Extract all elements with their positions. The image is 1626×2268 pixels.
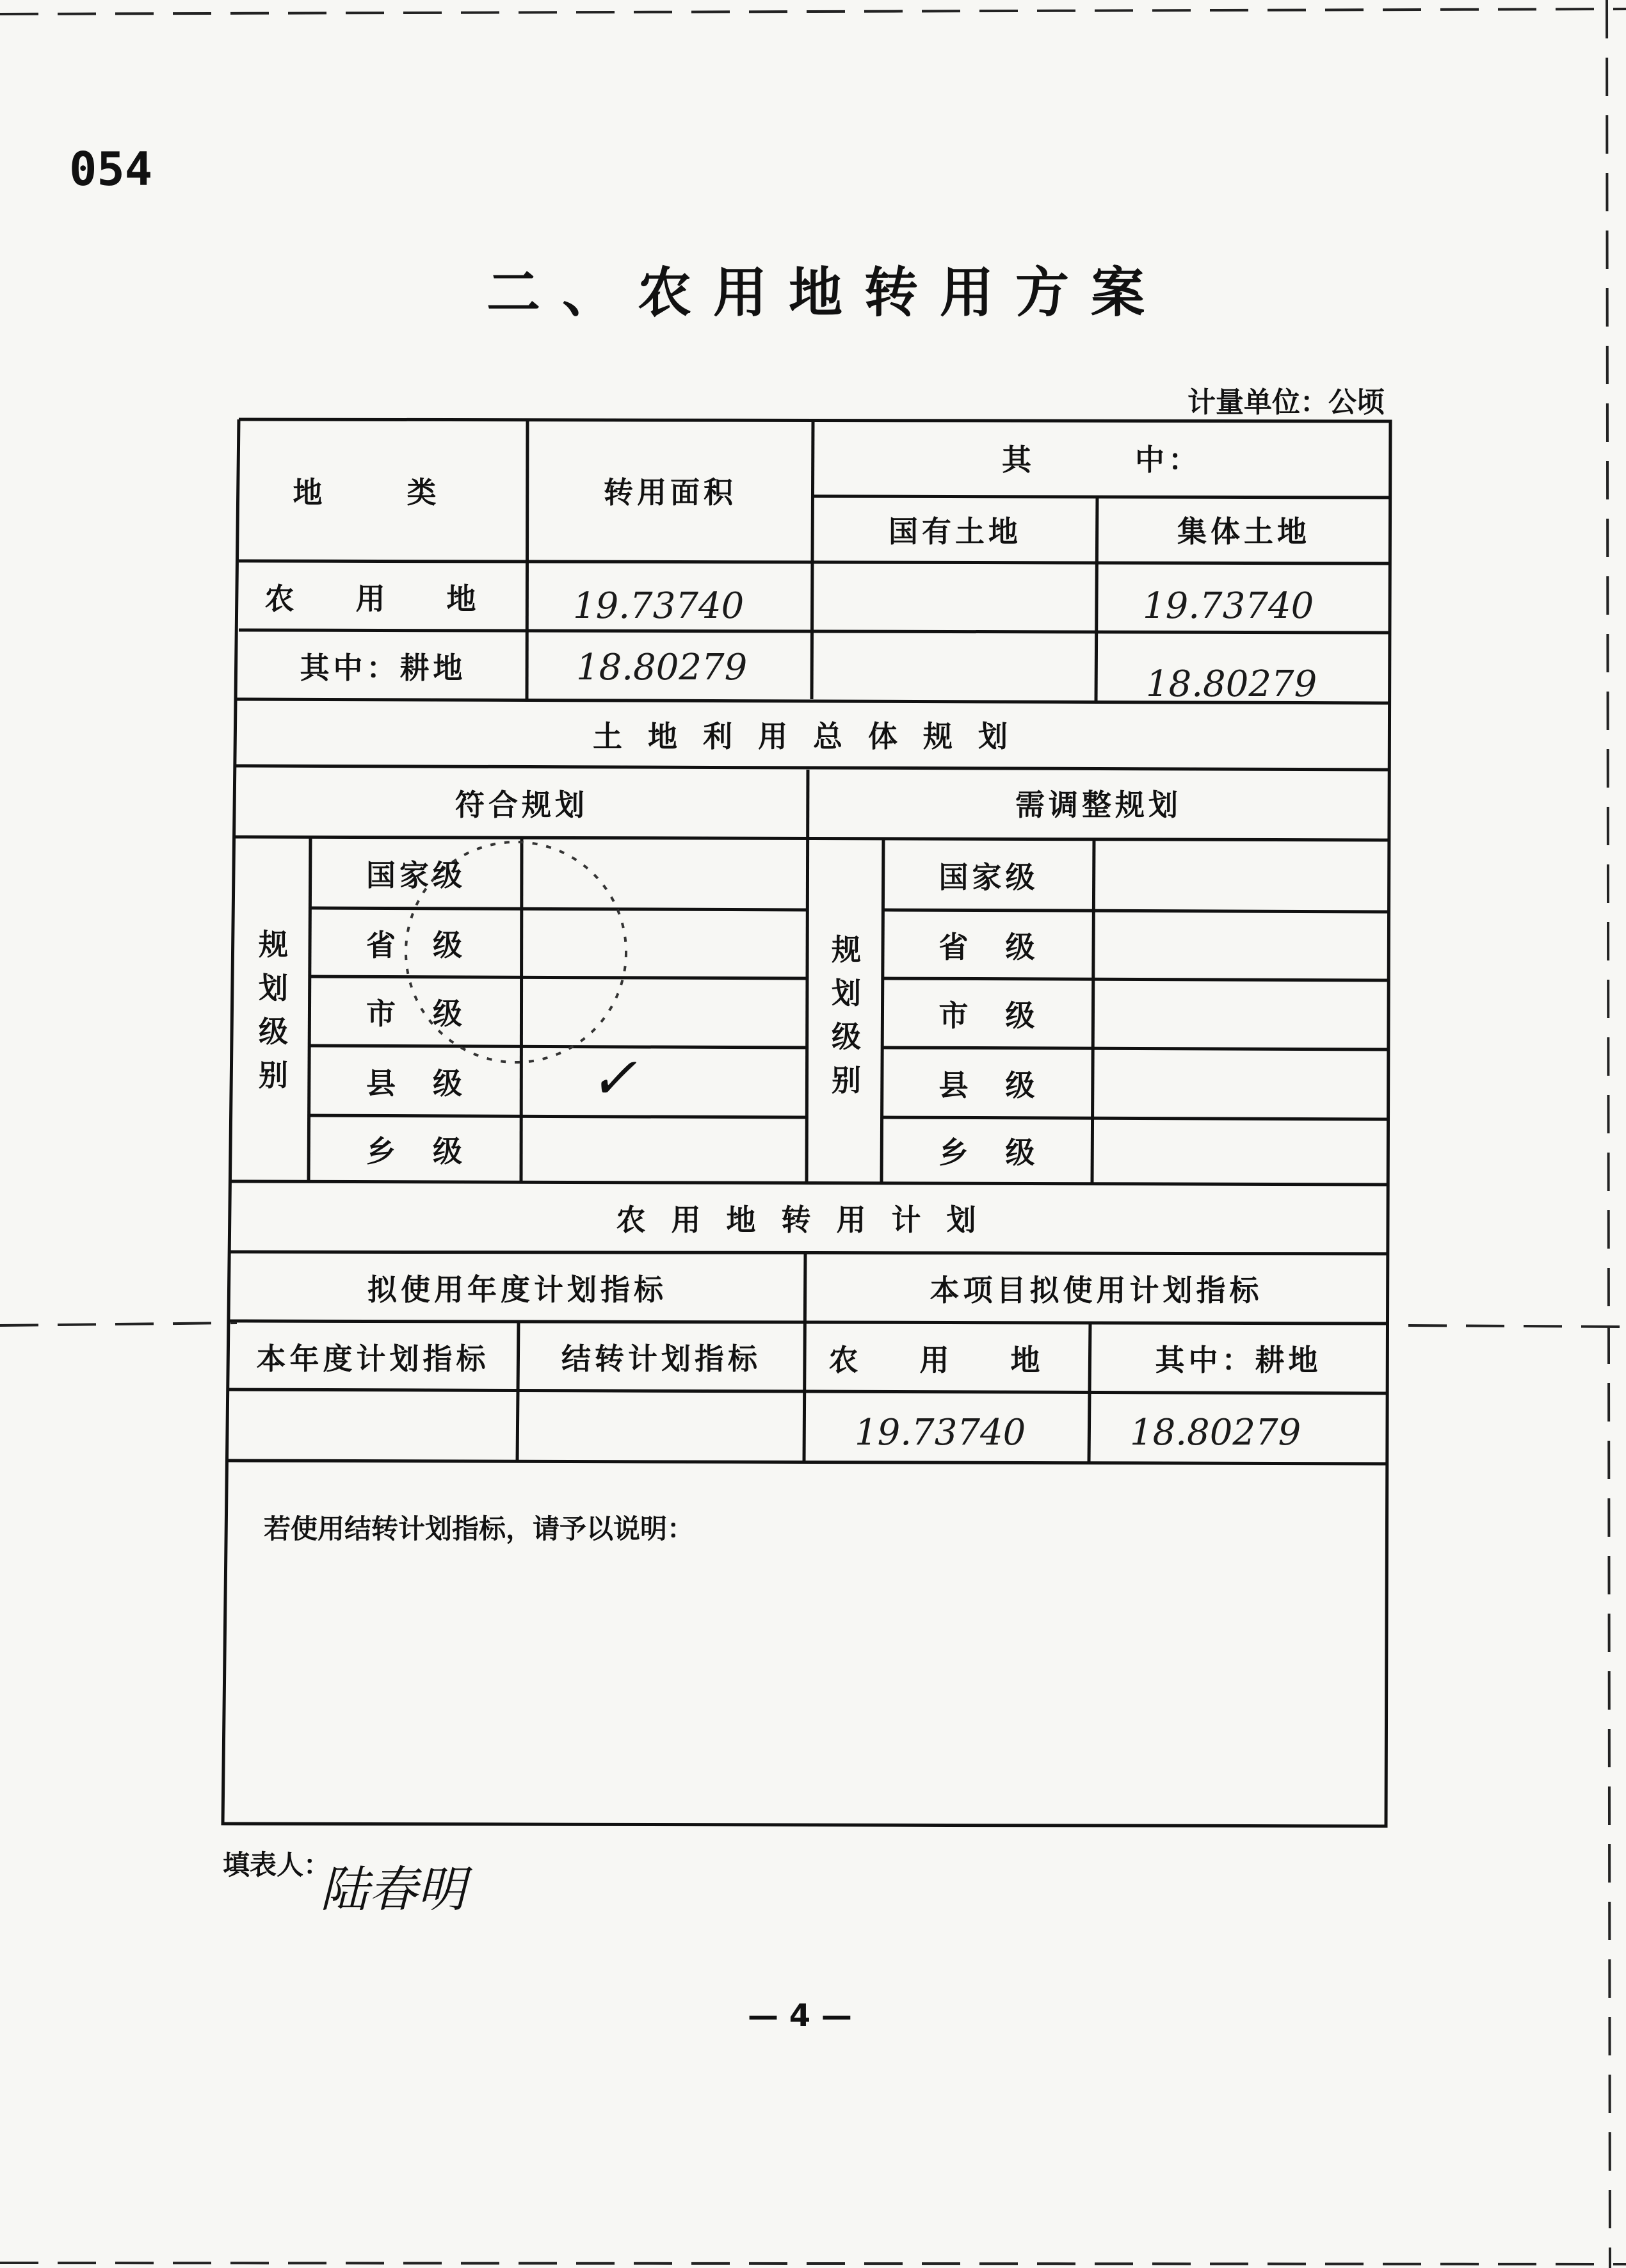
unit-label: 计量单位：公顷 (1187, 386, 1385, 419)
state-land-header: 国有土地 (889, 514, 1022, 549)
of-which-header: 其 中： (1002, 442, 1202, 477)
project-indicator-header: 本项目拟使用计划指标 (930, 1273, 1263, 1308)
cultivated-area-value: 18.80279 (576, 647, 748, 688)
project-cultivated-header: 其中：耕地 (1155, 1343, 1322, 1377)
current-year-indicator-header: 本年度计划指标 (256, 1341, 490, 1376)
document-number: 054 (69, 142, 153, 196)
carryover-indicator-header: 结转计划指标 (561, 1341, 761, 1376)
adjust-plan-header: 需调整规划 (1015, 788, 1182, 822)
farmland-row-label: 农 用 地 (264, 581, 502, 616)
left-level-national: 国家级 (366, 858, 466, 893)
project-cultivated-value: 18.80279 (1130, 1412, 1301, 1454)
right-level-provincial: 省 级 (938, 929, 1039, 964)
farmland-collective-value: 19.73740 (1143, 585, 1314, 627)
right-level-national: 国家级 (938, 860, 1039, 895)
plan-level-label-right: 规划级别 (832, 932, 861, 1098)
project-farmland-header: 农 用 地 (828, 1343, 1066, 1377)
county-checkmark: ✓ (589, 1045, 638, 1112)
land-type-header: 地 类 (293, 474, 474, 510)
filler-signature: 陆春明 (320, 1861, 466, 1918)
cultivated-collective-value: 18.80279 (1146, 663, 1317, 705)
area-header: 转用面积 (604, 474, 737, 510)
carryover-note-label: 若使用结转计划指标，请予以说明： (264, 1513, 695, 1544)
page-number: — 4 — (748, 1998, 852, 2034)
cultivated-row-label: 其中：耕地 (300, 651, 467, 685)
plan-level-label-left: 规划级别 (259, 927, 288, 1092)
conform-plan-header: 符合规划 (455, 788, 588, 822)
project-farmland-value: 19.73740 (855, 1412, 1026, 1454)
collective-land-header: 集体土地 (1177, 514, 1310, 549)
left-level-city: 市 级 (366, 996, 466, 1031)
right-level-city: 市 级 (938, 998, 1039, 1033)
conversion-plan-title: 农用地转用计划 (616, 1203, 1002, 1237)
annual-indicator-header: 拟使用年度计划指标 (367, 1272, 667, 1307)
master-plan-title: 土地利用总体规划 (593, 719, 1033, 754)
left-level-provincial: 省 级 (366, 927, 466, 962)
farmland-area-value: 19.73740 (573, 585, 745, 627)
filler-label: 填表人： (223, 1849, 331, 1881)
page-title: 二、农用地转用方案 (487, 261, 1167, 324)
right-level-county: 县 级 (938, 1067, 1039, 1103)
right-level-township: 乡 级 (938, 1135, 1039, 1170)
left-level-county: 县 级 (366, 1065, 466, 1101)
left-level-township: 乡 级 (366, 1133, 466, 1169)
